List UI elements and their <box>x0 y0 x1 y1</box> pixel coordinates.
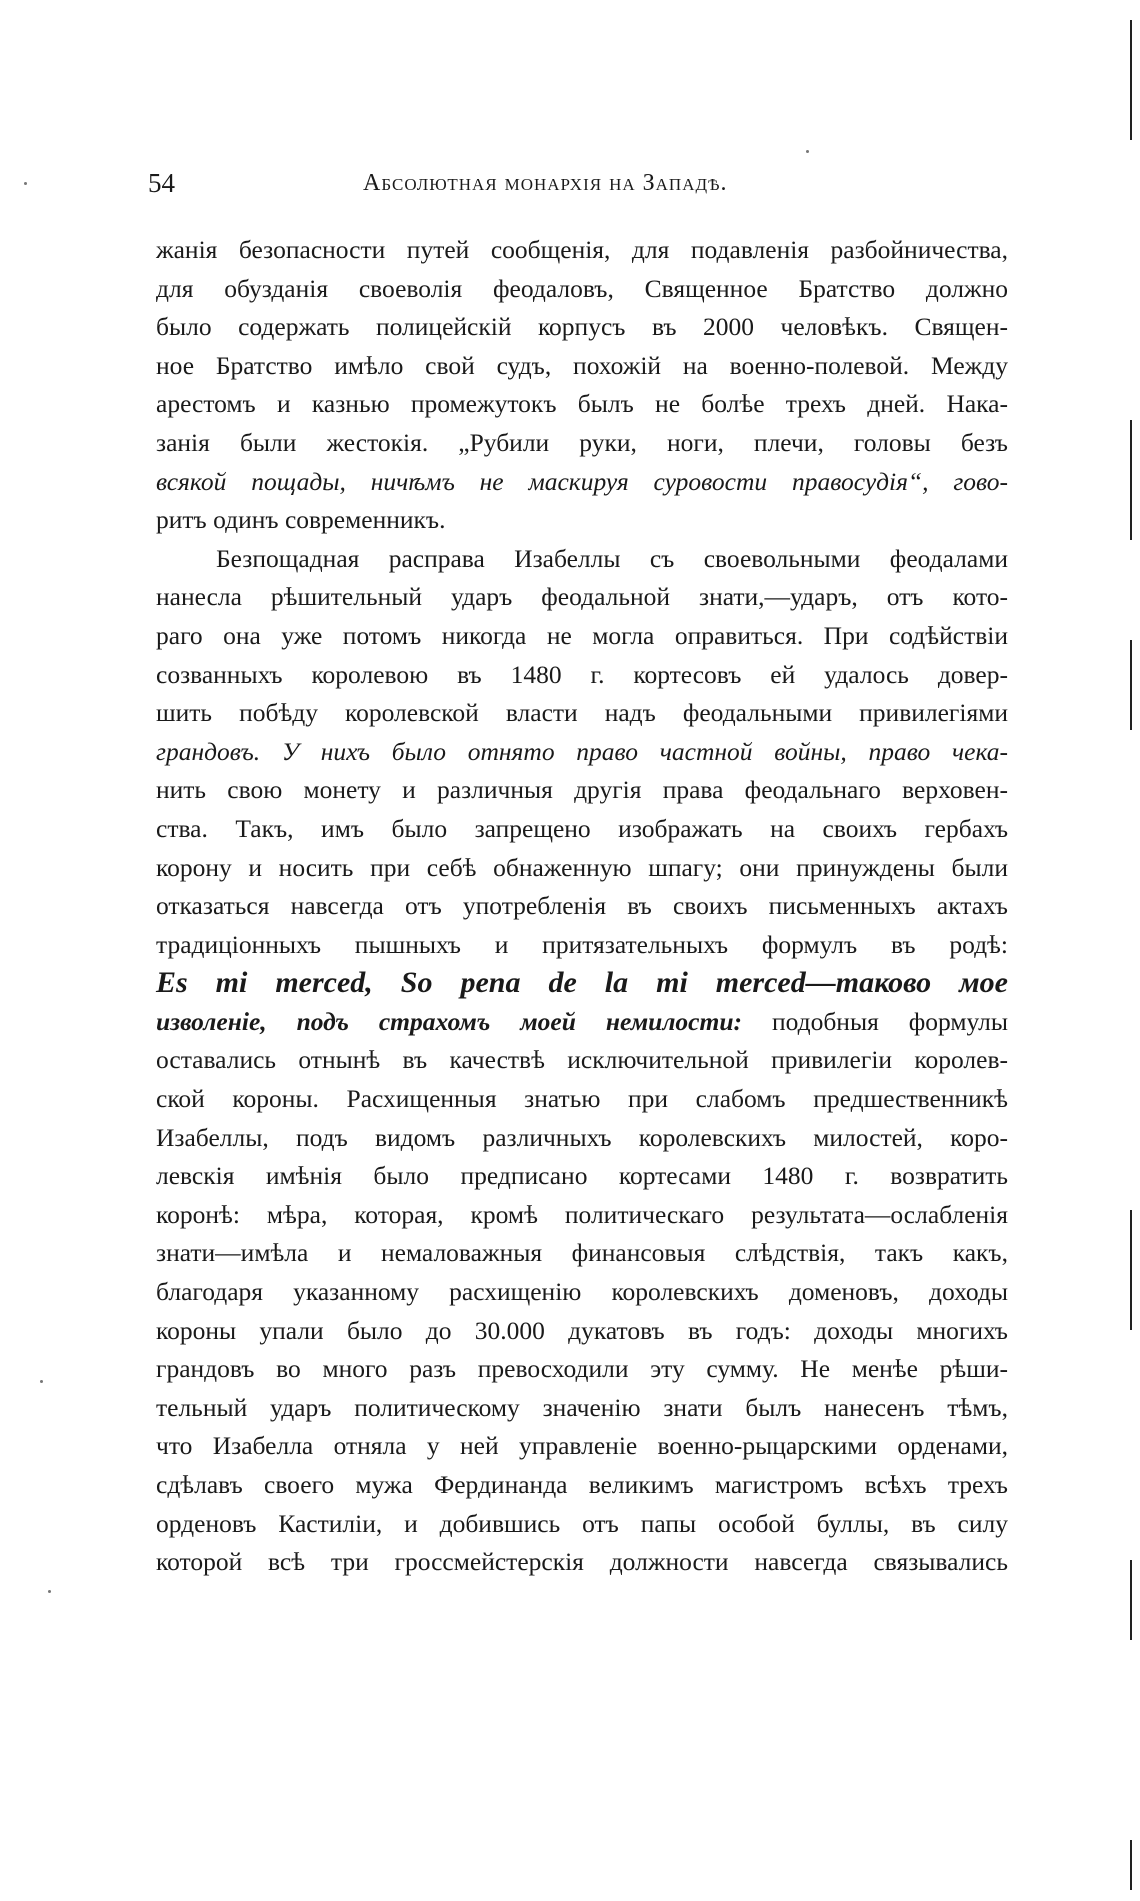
text-line: ской короны. Расхищенныя знатью при слабомъ предшественникѣ <box>156 1084 1008 1114</box>
text-line: ритъ одинъ современникъ. <box>156 505 446 535</box>
paragraph <box>156 540 1008 1582</box>
text-line <box>156 1003 1008 1042</box>
text-line: всякой пощады, ничѣмъ не маскируя суровости правосудія“, гово- <box>156 466 1008 496</box>
text-line: тельный ударъ политическому значенію знати былъ нанесенъ тѣмъ, <box>156 1392 1008 1422</box>
text-line: сдѣлавъ своего мужа Фердинанда великимъ магистромъ всѣхъ трехъ <box>156 1470 1008 1499</box>
body-text <box>156 231 1008 1582</box>
text-line: орденовъ Кастиліи, и добившись отъ папы особой буллы, въ силу <box>156 1508 1008 1538</box>
scan-edge-line <box>1130 640 1132 730</box>
scan-edge-line <box>1130 20 1132 140</box>
text-line: грандовъ. У нихъ было отнято право частной войны, право чека- <box>156 736 1008 766</box>
text-line: было содержать полицейскій корпусъ въ 2000 человѣкъ. Священ- <box>156 312 1008 342</box>
text-line: жанія безопасности путей сообщенія, для подавленія разбойничества, <box>156 235 1008 264</box>
text-line: знати—имѣла и немаловажныя финансовыя слѣдствія, такъ какъ, <box>156 1238 1008 1268</box>
text-line: Изабеллы, подъ видомъ различныхъ королевскихъ милостей, коро- <box>156 1122 1008 1152</box>
text-line: традиціонныхъ пышныхъ и притязательныхъ формулъ въ родѣ: <box>156 929 1008 959</box>
text-line: что Изабелла отняла у ней управленіе военно-рыцарскими орденами, <box>156 1431 1008 1461</box>
scan-edge-line <box>1130 420 1132 540</box>
text-line: которой всѣ три гроссмейстерскія должности навсегда связывались <box>156 1547 1008 1577</box>
text-line: грандовъ во много разъ превосходили эту сумму. Не менѣе рѣши- <box>156 1354 1008 1384</box>
text-line: левскія имѣнія было предписано кортесами 1480 г. возвратить <box>156 1161 1008 1191</box>
running-title: Абсолютная монархія на Западѣ. <box>363 170 728 196</box>
scan-edge-line <box>1130 1560 1132 1640</box>
text-line: отказаться навсегда отъ употребленія въ своихъ письменныхъ актахъ <box>156 891 1008 921</box>
page-header <box>148 163 1010 203</box>
text-line: Безпощадная расправа Изабеллы съ своевольными феодалами <box>216 543 1008 573</box>
scan-speck <box>24 182 27 185</box>
text-line: раго она уже потомъ никогда не могла оправиться. При содѣйствіи <box>156 620 1008 650</box>
text-line: коронѣ: мѣра, которая, кромѣ политическаго результата—ослабленія <box>156 1199 1008 1229</box>
text-line: шить побѣду королевской власти надъ феодальными привилегіями <box>156 698 1008 728</box>
text-line: ное Братство имѣло свой судъ, похожій на военно-полевой. Между <box>156 350 1008 380</box>
page-number: 54 <box>148 168 175 198</box>
text-line: для обузданія своеволія феодаловъ, Священное Братство должно <box>156 273 1008 303</box>
italic-phrase: изволеніе, подъ страхомъ моей немилости: <box>156 1006 743 1036</box>
text-line: оставались отнынѣ въ качествѣ исключительной привилегіи королев- <box>156 1045 1008 1075</box>
scan-speck <box>806 150 809 153</box>
text-line: нанесла рѣшительный ударъ феодальной знати,—ударъ, отъ кото- <box>156 582 1008 612</box>
paragraph <box>156 231 1008 540</box>
text-run: подобныя формулы <box>742 1006 1008 1036</box>
text-line: корону и носить при себѣ обнаженную шпагу; они принуждены были <box>156 852 1008 882</box>
scan-speck <box>48 1590 51 1593</box>
scan-speck <box>40 1380 43 1383</box>
scan-edge-line <box>1130 1210 1132 1330</box>
text-line: благодаря указанному расхищенію королевскихъ доменовъ, доходы <box>156 1277 1008 1307</box>
text-line: короны упали было до 30.000 дукатовъ въ годъ: доходы многихъ <box>156 1315 1008 1345</box>
text-line: нить свою монету и различныя другія права феодальнаго верховен- <box>156 775 1008 805</box>
text-line: Es mi merced, So pena de la mi merced—таково мое <box>156 966 1008 1000</box>
text-line: арестомъ и казнью промежутокъ былъ не болѣе трехъ дней. Нака- <box>156 389 1008 419</box>
text-line: созванныхъ королевою въ 1480 г. кортесовъ ей удалось довер- <box>156 659 1008 689</box>
scan-edge-line <box>1130 1840 1132 1890</box>
text-line: ства. Такъ, имъ было запрещено изображать на своихъ гербахъ <box>156 813 1008 843</box>
text-line: занія были жестокія. „Рубили руки, ноги, плечи, головы безъ <box>156 427 1008 457</box>
